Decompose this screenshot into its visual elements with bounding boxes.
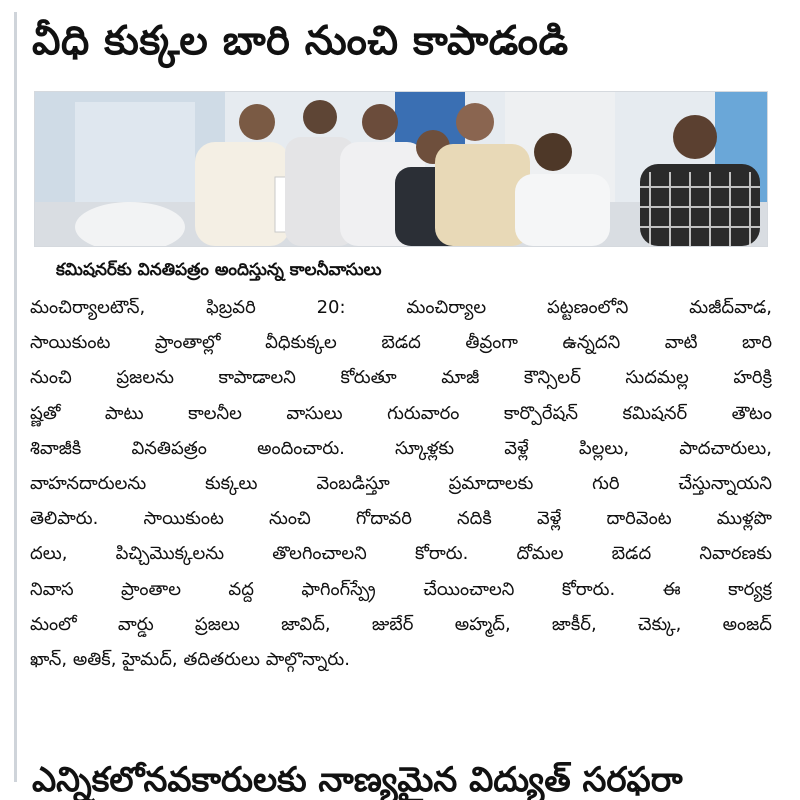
body-line: వాహనదారులను కుక్కలు వెంబడిస్తూ ప్రమాదాలకు గురి చేస్తున్నాయని	[30, 472, 772, 494]
body-line: తెలిపారు. సాయికుంట నుంచి గోదావరి నదికి వెళ్లే దారివెంట ముళ్లపొ	[30, 508, 772, 530]
body-line: ష్ణతో పాటు కాలనీల వాసులు గురువారం కార్పొరేషన్‌ కమిషనర్‌ తౌటం	[30, 402, 772, 424]
next-article-headline: ఎన్నికలోనవకారులకు నాణ్యమైన విద్యుత్‌ సరఫరా	[32, 760, 683, 800]
article-body	[30, 290, 772, 677]
body-line: నుంచి ప్రజలను కాపాడాలని కోరుతూ మాజీ కౌన్సిలర్‌ సుదమల్ల హరిక్రి	[30, 367, 772, 389]
body-line: మంలో వార్డు ప్రజలు జావిద్‌, జుబేర్‌ అహ్మద్‌, జాకీర్‌, చెక్కు, అంజద్‌	[30, 613, 772, 635]
body-line: శివాజీకి వినతిపత్రం అందించారు. స్కూళ్లకు వెళ్లే పిల్లలు, పాదచారులు,	[30, 437, 772, 459]
article-headline: వీధి కుక్కల బారి నుంచి కాపాడండి	[32, 18, 569, 64]
body-line: నివాస ప్రాంతాల వద్ద ఫాగింగ్‌స్ప్రే చేయించాలని కోరారు. ఈ కార్యక్ర	[30, 578, 772, 600]
news-photo	[34, 91, 768, 247]
body-line: మంచిర్యాలటౌన్‌, ఫిబ్రవరి 20: మంచిర్యాల పట్టణంలోని మజీద్‌వాడ,	[30, 297, 772, 318]
photo-caption: కమిషనర్‌కు వినతిపత్రం అందిస్తున్న కాలనీవాసులు	[56, 260, 382, 280]
body-line: సాయికుంట ప్రాంతాల్లో వీధికుక్కల బెడద తీవ్రంగా ఉన్నదని వాటి బారి	[30, 332, 772, 354]
body-line: దలు, పిచ్చిమొక్కలను తొలగించాలని కోరారు. దోమల బెడద నివారణకు	[30, 543, 772, 565]
column-rule	[14, 12, 17, 782]
body-line: ఖాన్‌, అతిక్‌, హైమద్‌, తదితరులు పాల్గొన్నారు.	[30, 648, 350, 670]
